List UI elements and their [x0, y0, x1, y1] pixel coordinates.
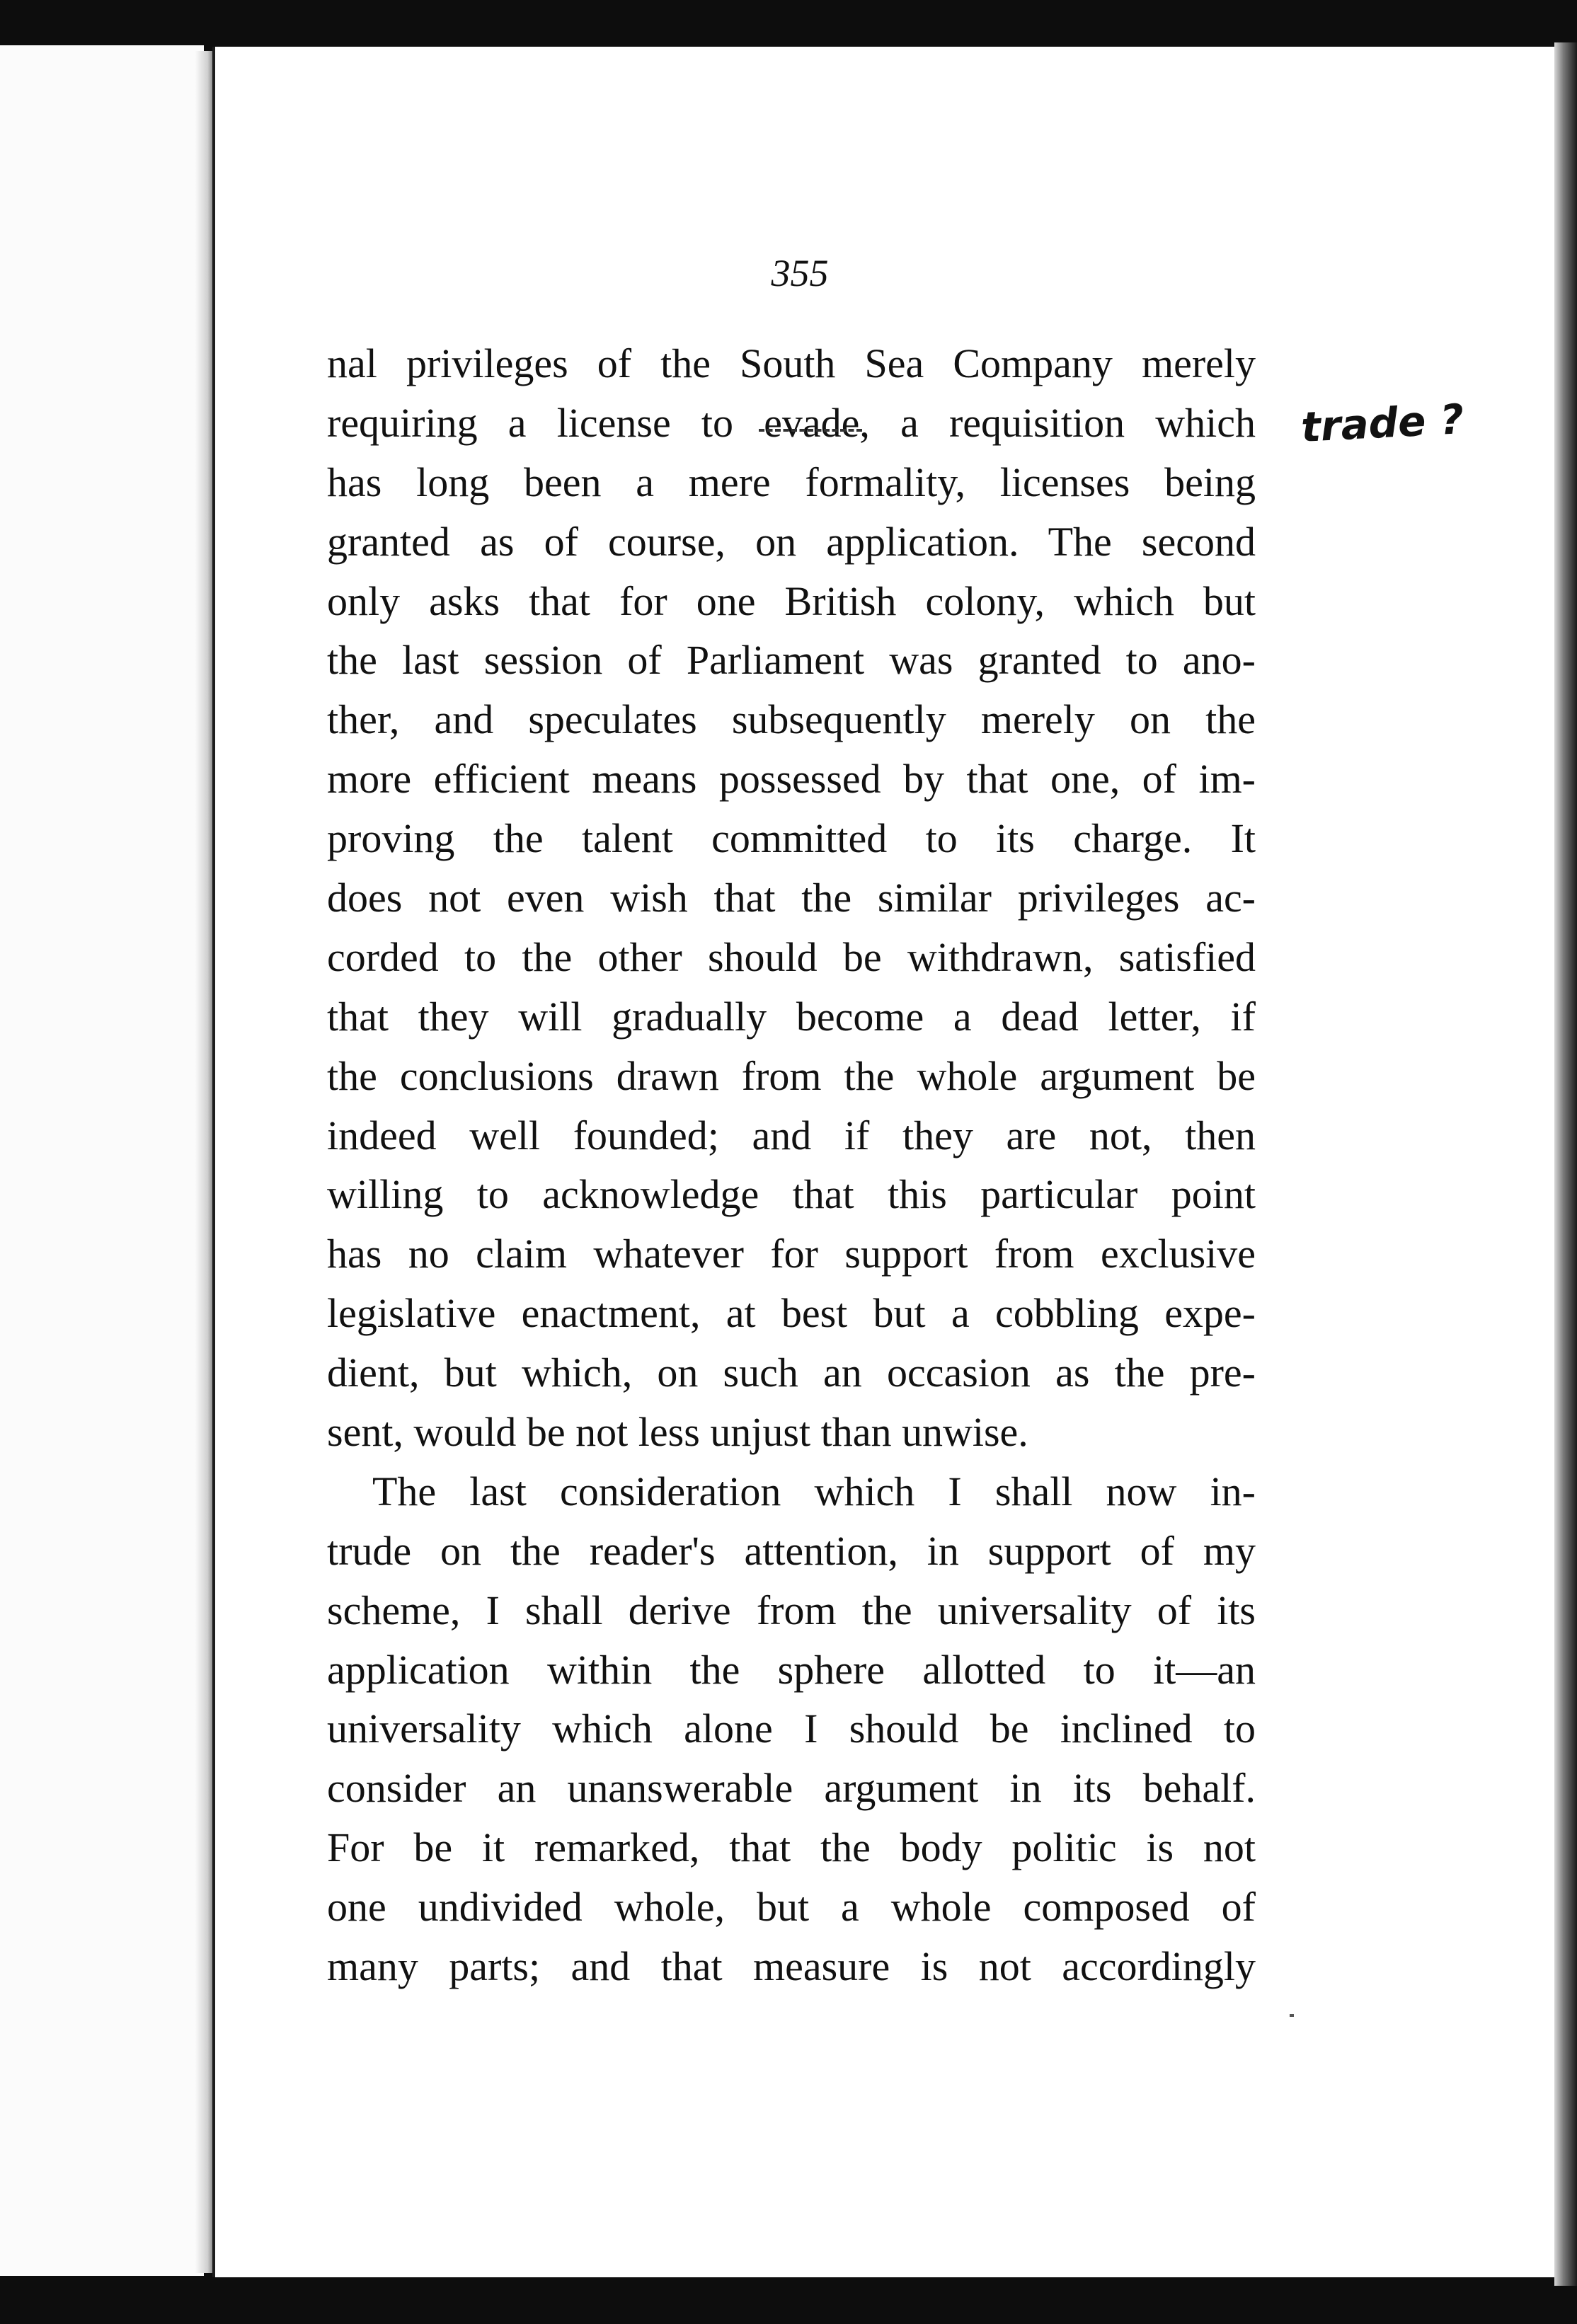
text-line: requiring a license to evade, a requisition which	[327, 399, 1256, 446]
text-line: scheme, I shall derive from the universality of its	[327, 1587, 1256, 1633]
text-line: more efficient means possessed by that one, of im-	[327, 756, 1256, 803]
text-line: only asks that for one British colony, which but	[327, 577, 1256, 624]
handwritten-marginal-note: trade ?	[1300, 395, 1465, 451]
pencil-underline	[759, 429, 862, 432]
text-line: the conclusions drawn from the whole argument be	[327, 1052, 1256, 1099]
text-line: dient, but which, on such an occasion as the pre-	[327, 1350, 1256, 1396]
text-line: has long been a mere formality, licenses being	[327, 459, 1256, 505]
text-line: has no claim whatever for support from exclusive	[327, 1231, 1256, 1277]
text-line: many parts; and that measure is not accordingly	[327, 1943, 1256, 1990]
page-edge-shadow	[1554, 42, 1577, 2286]
text-line: nal privileges of the South Sea Company merely	[327, 340, 1256, 386]
left-page	[0, 45, 204, 2276]
paragraph-first-line: The last consideration which I shall now in-	[372, 1468, 1256, 1514]
text-line: does not even wish that the similar privileges ac-	[327, 875, 1256, 921]
text-line: corded to the other should be withdrawn, satisfied	[327, 933, 1256, 980]
text-line: application within the sphere allotted to it—an	[327, 1646, 1256, 1693]
text-line: consider an unanswerable argument in its behalf.	[327, 1765, 1256, 1812]
text-line: the last session of Parliament was granted to ano-	[327, 637, 1256, 684]
text-line: proving the talent committed to its charge. It	[327, 815, 1256, 862]
text-line: granted as of course, on application. The second	[327, 518, 1256, 565]
text-line: trude on the reader's attention, in support of my	[327, 1527, 1256, 1574]
text-line: For be it remarked, that the body politic is not	[327, 1824, 1256, 1871]
text-line: willing to acknowledge that this particular point	[327, 1171, 1256, 1218]
ink-speck	[1290, 2014, 1294, 2017]
text-line: indeed well founded; and if they are not, then	[327, 1112, 1256, 1158]
text-line: ther, and speculates subsequently merely on the	[327, 696, 1256, 743]
text-line: legislative enactment, at best but a cobbling expe-	[327, 1290, 1256, 1337]
text-line: universality which alone I should be inclined to	[327, 1705, 1256, 1752]
text-line: that they will gradually become a dead letter, if	[327, 993, 1256, 1040]
text-line: one undivided whole, but a whole composed of	[327, 1884, 1256, 1931]
page-number: 355	[771, 252, 829, 294]
paragraph-last-line: sent, would be not less unjust than unwise.	[327, 1409, 1028, 1456]
body-text	[327, 334, 1256, 1996]
